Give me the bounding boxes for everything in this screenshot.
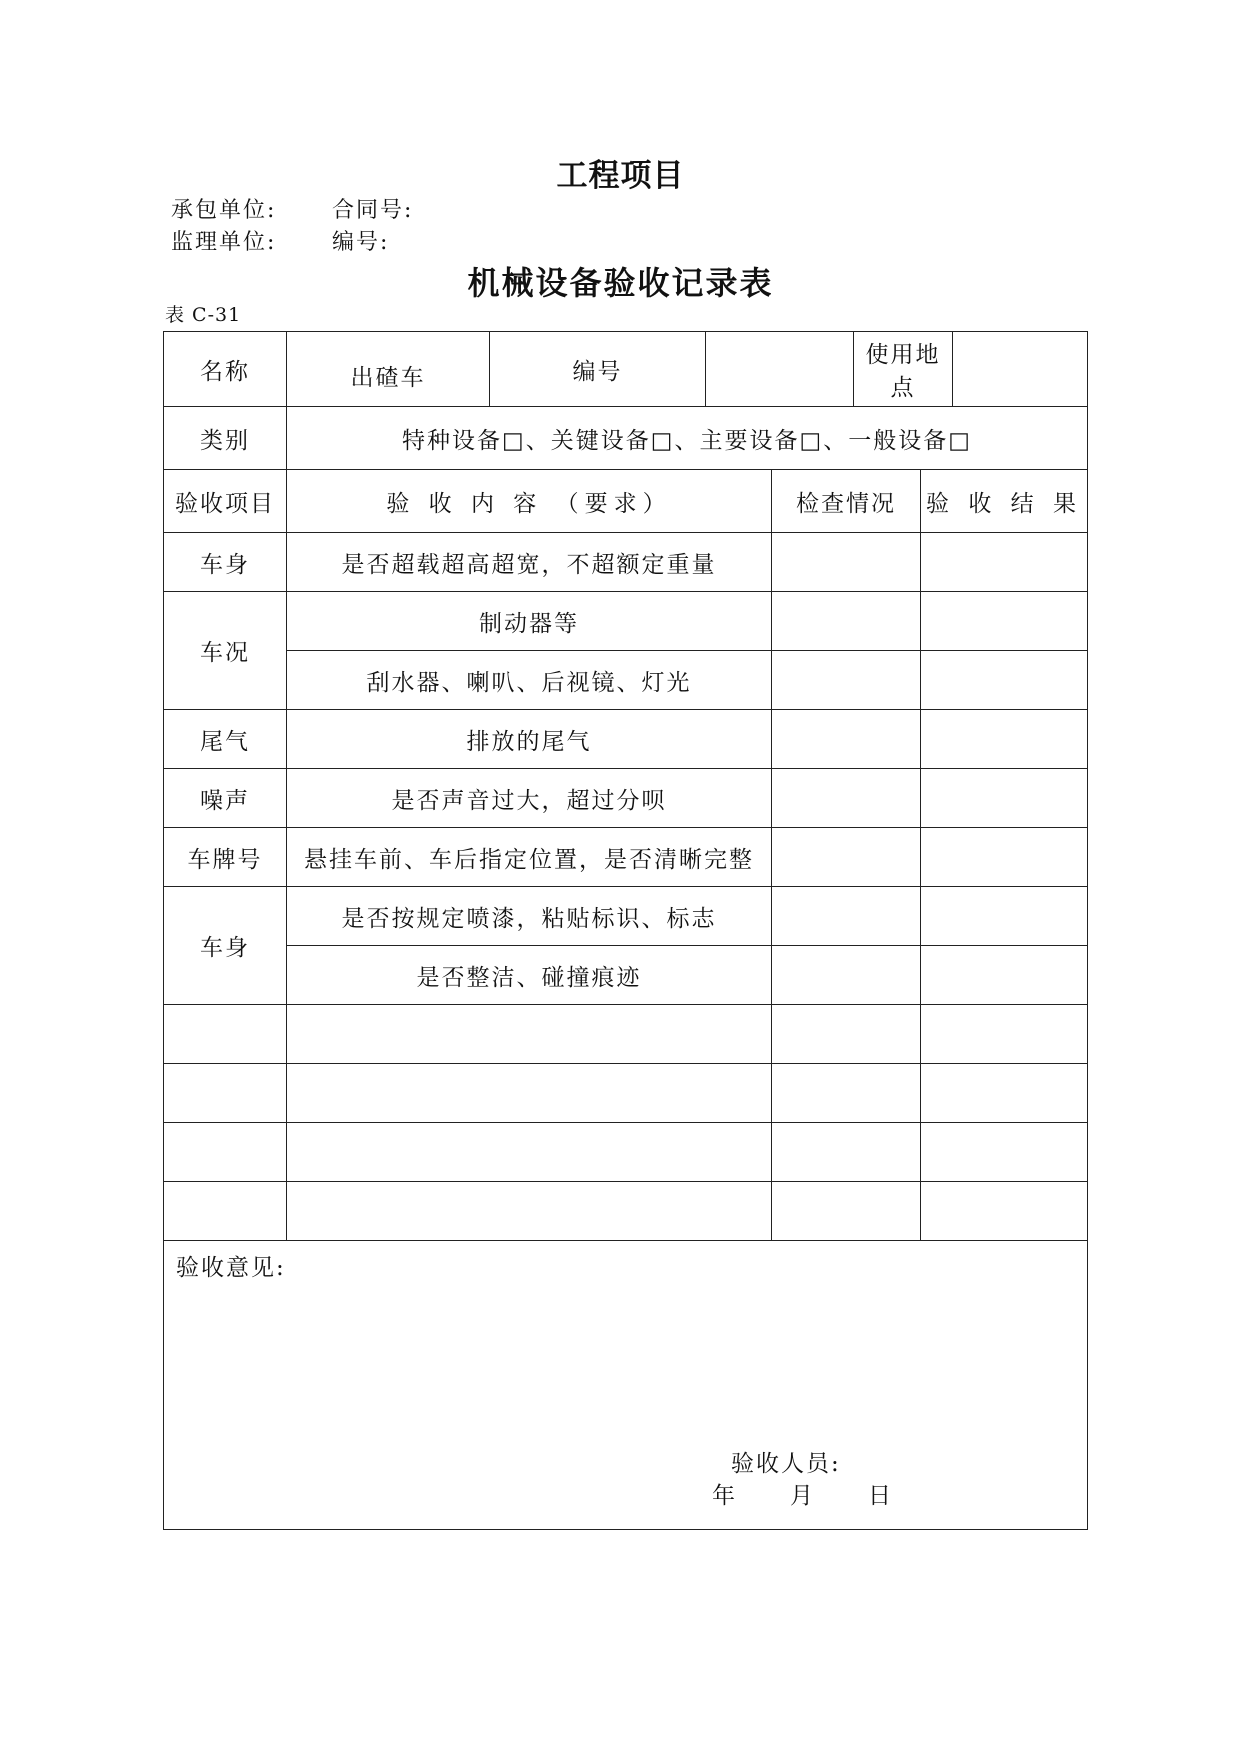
content-cell[interactable]	[287, 1123, 772, 1182]
result-cell[interactable]	[921, 1005, 1088, 1064]
table-row	[164, 887, 1088, 946]
number-label: 编号	[490, 332, 706, 407]
content-cell: 刮水器、喇叭、后视镜、灯光	[287, 651, 772, 710]
content-cell[interactable]	[287, 1182, 772, 1241]
content-cell: 是否按规定喷漆，粘贴标识、标志	[287, 887, 772, 946]
result-cell[interactable]	[921, 651, 1088, 710]
item-cell: 尾气	[164, 710, 287, 769]
name-label: 名称	[164, 332, 287, 407]
check-cell[interactable]	[772, 946, 921, 1005]
item-cell: 车身	[164, 887, 287, 1005]
content-cell: 是否声音过大，超过分呗	[287, 769, 772, 828]
date-label: 年 月 日	[712, 1483, 894, 1509]
content-cell: 是否超载超高超宽，不超额定重量	[287, 533, 772, 592]
acceptance-form-table	[163, 331, 1088, 1530]
check-cell[interactable]	[772, 651, 921, 710]
content-cell: 制动器等	[287, 592, 772, 651]
table-row	[164, 769, 1088, 828]
location-value[interactable]	[953, 332, 1088, 407]
column-header-item: 验收项目	[164, 470, 287, 533]
check-cell[interactable]	[772, 769, 921, 828]
check-cell[interactable]	[772, 828, 921, 887]
category-row	[164, 407, 1088, 470]
supervisor-label: 监理单位:	[171, 230, 277, 255]
result-cell[interactable]	[921, 828, 1088, 887]
table-row	[164, 710, 1088, 769]
contractor-label: 承包单位:	[171, 198, 277, 223]
empty-row	[164, 1182, 1088, 1241]
content-cell[interactable]	[287, 1064, 772, 1123]
table-row	[164, 828, 1088, 887]
item-cell: 车身	[164, 533, 287, 592]
location-label: 使用地点	[854, 332, 953, 407]
result-cell[interactable]	[921, 533, 1088, 592]
item-cell[interactable]	[164, 1123, 287, 1182]
equipment-info-row	[164, 332, 1088, 407]
result-cell[interactable]	[921, 1182, 1088, 1241]
item-cell: 车况	[164, 592, 287, 710]
check-cell[interactable]	[772, 1005, 921, 1064]
document-title: 工程项目	[556, 158, 685, 194]
item-cell[interactable]	[164, 1182, 287, 1241]
check-cell[interactable]	[772, 533, 921, 592]
number-value[interactable]	[706, 332, 854, 407]
name-value[interactable]: 出碴车	[287, 332, 490, 407]
empty-row	[164, 1064, 1088, 1123]
check-cell[interactable]	[772, 1182, 921, 1241]
result-cell[interactable]	[921, 592, 1088, 651]
category-options[interactable]: 特种设备□、关键设备□、主要设备□、一般设备□	[287, 407, 1088, 470]
column-header-check: 检查情况	[772, 470, 921, 533]
item-cell: 车牌号	[164, 828, 287, 887]
item-cell[interactable]	[164, 1005, 287, 1064]
empty-row	[164, 1005, 1088, 1064]
document-number-label: 编号:	[332, 230, 390, 255]
item-cell: 噪声	[164, 769, 287, 828]
inspector-label: 验收人员:	[731, 1451, 841, 1477]
category-label: 类别	[164, 407, 287, 470]
form-title: 机械设备验收记录表	[467, 264, 774, 302]
result-cell[interactable]	[921, 1123, 1088, 1182]
form-code: 表 C-31	[165, 304, 242, 326]
check-cell[interactable]	[772, 710, 921, 769]
column-header-content: 验 收 内 容 （要求）	[287, 470, 772, 533]
opinion-box[interactable]	[164, 1241, 1088, 1530]
result-cell[interactable]	[921, 1064, 1088, 1123]
table-row	[164, 651, 1088, 710]
result-cell[interactable]	[921, 887, 1088, 946]
content-cell[interactable]	[287, 1005, 772, 1064]
table-row	[164, 592, 1088, 651]
check-cell[interactable]	[772, 1123, 921, 1182]
column-header-result: 验 收 结 果	[921, 470, 1088, 533]
table-row	[164, 533, 1088, 592]
result-cell[interactable]	[921, 769, 1088, 828]
content-cell: 悬挂车前、车后指定位置，是否清晰完整	[287, 828, 772, 887]
table-row	[164, 946, 1088, 1005]
contract-number-label: 合同号:	[332, 198, 414, 223]
column-header-row	[164, 470, 1088, 533]
check-cell[interactable]	[772, 887, 921, 946]
opinion-label: 验收意见:	[176, 1255, 286, 1281]
result-cell[interactable]	[921, 946, 1088, 1005]
check-cell[interactable]	[772, 592, 921, 651]
empty-row	[164, 1123, 1088, 1182]
check-cell[interactable]	[772, 1064, 921, 1123]
opinion-row	[164, 1241, 1088, 1530]
content-cell: 是否整洁、碰撞痕迹	[287, 946, 772, 1005]
result-cell[interactable]	[921, 710, 1088, 769]
item-cell[interactable]	[164, 1064, 287, 1123]
content-cell: 排放的尾气	[287, 710, 772, 769]
